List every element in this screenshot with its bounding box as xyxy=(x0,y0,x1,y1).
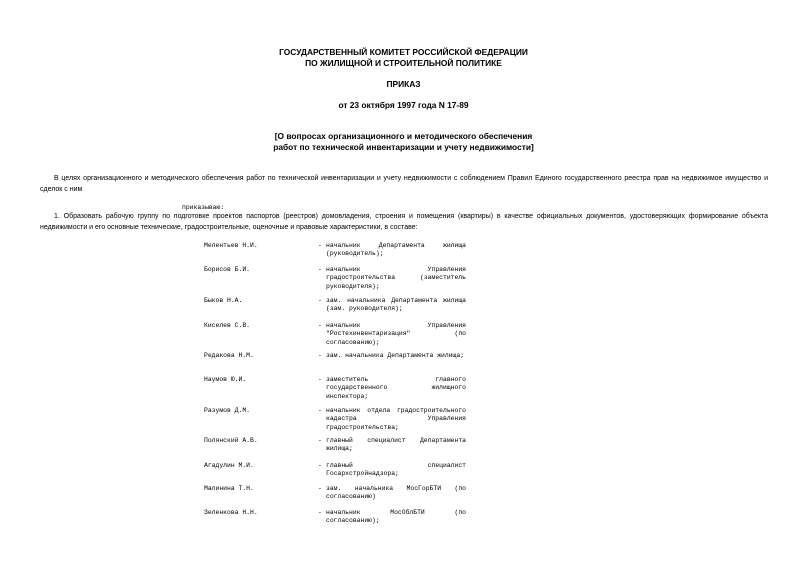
member-dash: - xyxy=(318,485,322,492)
member-name: Борисов Б.И. xyxy=(204,266,251,273)
member-dash: - xyxy=(318,322,322,329)
member-role: начальник Управления градостроительства (заместитель руководителя); xyxy=(326,266,466,290)
preamble-paragraph: В целях организационного и методического обеспечения работ по технической инвентаризации и учету недвижимости с соблюдением Правил Единого государственного реестра прав на недвижимое имущество и сделок с ним xyxy=(40,175,768,193)
item-1-paragraph: 1. Образовать рабочую группу по подготовке проектов паспортов (реестров) домовладения, строения и помещения (квартиры) в качестве официальных документов, удостоверяющих формирование объекта недвижимости и его основные технические, градостроительные, оценочные и правовые характеристики, в составе: xyxy=(40,213,768,231)
document-type: ПРИКАЗ xyxy=(386,79,421,89)
member-role: начальник Департамента жилища (руководитель); xyxy=(326,242,466,258)
member-role: зам. начальника Департамента жилища (зам. руководителя); xyxy=(326,297,466,313)
member-role: главный специалист Департамента жилища; xyxy=(326,437,466,453)
member-name: Малинина Т.Н. xyxy=(204,485,254,492)
document-subject-line2: работ по технической инвентаризации и учету недвижимости] xyxy=(273,142,534,152)
member-name: Полянский А.В. xyxy=(204,437,258,444)
member-role: заместитель главного государственного жилищного инспектора; xyxy=(326,376,466,400)
member-role: главный специалист Госархстройнадзора; xyxy=(326,462,466,478)
member-name: Мелентьев Н.И. xyxy=(204,242,258,249)
member-role: зам. начальника Департамента жилища; xyxy=(326,352,465,359)
member-name: Киселев С.В. xyxy=(204,322,251,329)
member-dash: - xyxy=(318,376,322,383)
member-dash: - xyxy=(318,437,322,444)
member-dash: - xyxy=(318,352,322,359)
member-name: Наумов Ю.И. xyxy=(204,376,247,383)
order-word: приказываю: xyxy=(182,204,225,211)
member-name: Зеленкова Н.Н. xyxy=(204,509,258,516)
member-dash: - xyxy=(318,462,322,469)
member-name: Редакова Н.М. xyxy=(204,352,254,359)
org-name-line2: ПО ЖИЛИЩНОЙ И СТРОИТЕЛЬНОЙ ПОЛИТИКЕ xyxy=(305,58,502,68)
member-name: Агадулин М.И. xyxy=(204,462,254,469)
document-date: от 23 октября 1997 года N 17-89 xyxy=(338,100,469,110)
member-dash: - xyxy=(318,509,322,516)
member-role: начальник отдела градостроительного кадастра Управления градостроительства; xyxy=(326,407,466,431)
member-dash: - xyxy=(318,266,322,273)
member-role: зам. начальника МосГорБТИ (по согласованию) xyxy=(326,485,466,501)
member-dash: - xyxy=(318,407,322,414)
document-subject-line1: [О вопросах организационного и методического обеспечения xyxy=(274,131,533,141)
member-name: Разумов Д.М. xyxy=(204,407,251,414)
member-role: начальник МосОблБТИ (по согласованию); xyxy=(326,509,466,525)
member-dash: - xyxy=(318,297,322,304)
member-role: начальник Управления "Ростехинвентаризация" (по согласованию); xyxy=(326,322,466,346)
member-dash: - xyxy=(318,242,322,249)
org-name-line1: ГОСУДАРСТВЕННЫЙ КОМИТЕТ РОССИЙСКОЙ ФЕДЕРАЦИИ xyxy=(279,47,528,57)
member-name: Быков Н.А. xyxy=(204,297,243,304)
